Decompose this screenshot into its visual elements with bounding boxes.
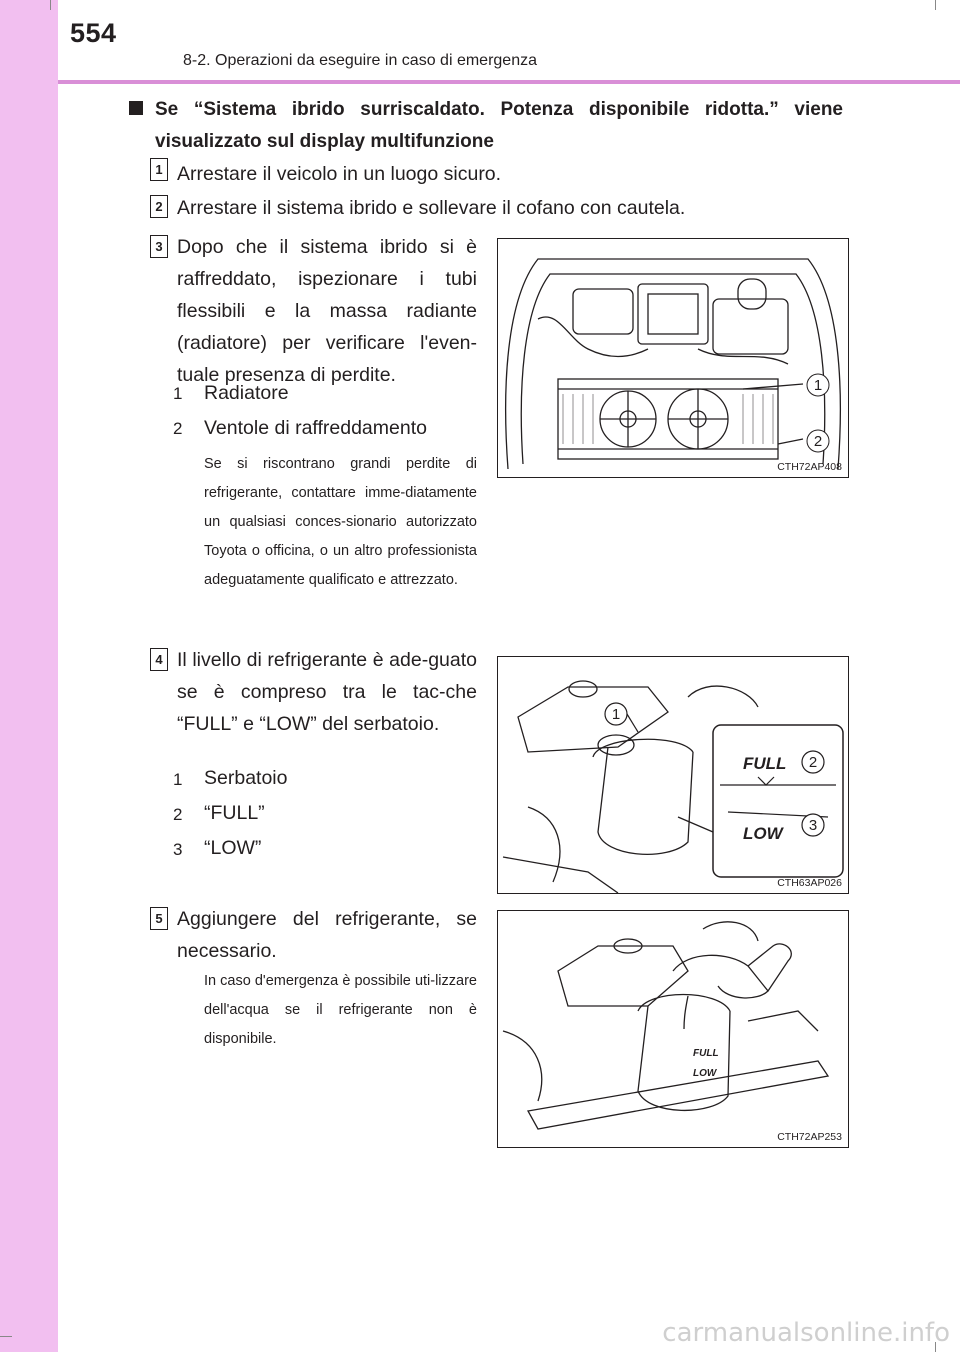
page-side-band xyxy=(0,0,58,1352)
low-mark-label: LOW xyxy=(743,824,783,843)
step-3-text: Dopo che il sistema ibrido si è raffreddato, ispezionare i tubi flessibili e la massa radiante (radiatore) per verificare l'even-tuale presenza di perdite. xyxy=(177,236,477,386)
item-label-fans: Ventole di raffreddamento xyxy=(204,417,427,439)
item-label-full: “FULL” xyxy=(204,802,265,824)
step-number-2: 2 xyxy=(150,195,168,218)
step-number-1: 1 xyxy=(150,158,168,181)
item-number: 2 xyxy=(173,805,183,824)
section-title: 8-2. Operazioni da eseguire in caso di emergenza xyxy=(183,52,537,69)
step-5-note: In caso d'emergenza è possibile uti-lizzare dell'acqua se il refrigerante non è disponibile. xyxy=(204,973,477,1047)
crop-mark xyxy=(935,0,936,10)
item-number: 3 xyxy=(173,840,183,859)
step-number-4: 4 xyxy=(150,648,168,671)
engine-bay-illustration xyxy=(498,239,848,477)
figure-adding-coolant xyxy=(497,910,849,1148)
step-number-3: 3 xyxy=(150,235,168,258)
item-number: 1 xyxy=(173,384,183,403)
figure-callout: 1 xyxy=(813,377,823,394)
step-3-note: Se si riscontrano grandi perdite di refrigerante, contattare imme-diatamente un qualsiasi conces-sionario autorizzato Toyota o officina, o un altro professionista adeguatamente qualificato e attrezzato. xyxy=(204,456,477,588)
page-number: 554 xyxy=(70,18,117,48)
figure-callout: 3 xyxy=(808,817,818,834)
step-5-text: Aggiungere del refrigerante, se necessario. xyxy=(177,908,477,962)
figure-engine-bay xyxy=(497,238,849,478)
step-1-text: Arrestare il veicolo in un luogo sicuro. xyxy=(177,163,502,185)
item-label-low: “LOW” xyxy=(204,837,262,859)
item-number: 2 xyxy=(173,419,183,438)
full-mark-label: FULL xyxy=(743,754,787,773)
section-heading: Se “Sistema ibrido surriscaldato. Potenza disponibile ridotta.” viene visualizzato sul display multifunzione xyxy=(155,99,843,152)
figure-code: CTH72AP408 xyxy=(777,461,842,473)
item-number: 1 xyxy=(173,770,183,789)
full-mark-label: FULL xyxy=(693,1048,719,1059)
figure-callout: 2 xyxy=(808,754,818,771)
heading-bullet-icon xyxy=(129,101,143,115)
watermark: carmanualsonline.info xyxy=(662,1318,950,1348)
figure-code: CTH63AP026 xyxy=(777,877,842,889)
item-label-radiator: Radiatore xyxy=(204,382,289,404)
crop-mark xyxy=(0,1336,12,1337)
crop-mark xyxy=(50,0,51,10)
figure-callout: 2 xyxy=(813,433,823,450)
step-4-text: Il livello di refrigerante è ade-guato se è compreso tra le tac-che “FULL” e “LOW” del serbatoio. xyxy=(177,649,477,735)
low-mark-label: LOW xyxy=(693,1068,717,1079)
step-2-text: Arrestare il sistema ibrido e sollevare il cofano con cautela. xyxy=(177,197,686,219)
reservoir-illustration xyxy=(498,657,848,893)
header-rule xyxy=(58,80,960,84)
item-label-reservoir: Serbatoio xyxy=(204,767,288,789)
figure-code: CTH72AP253 xyxy=(777,1131,842,1143)
adding-coolant-illustration xyxy=(498,911,848,1147)
step-number-5: 5 xyxy=(150,907,168,930)
figure-callout: 1 xyxy=(611,706,621,723)
figure-coolant-reservoir xyxy=(497,656,849,894)
